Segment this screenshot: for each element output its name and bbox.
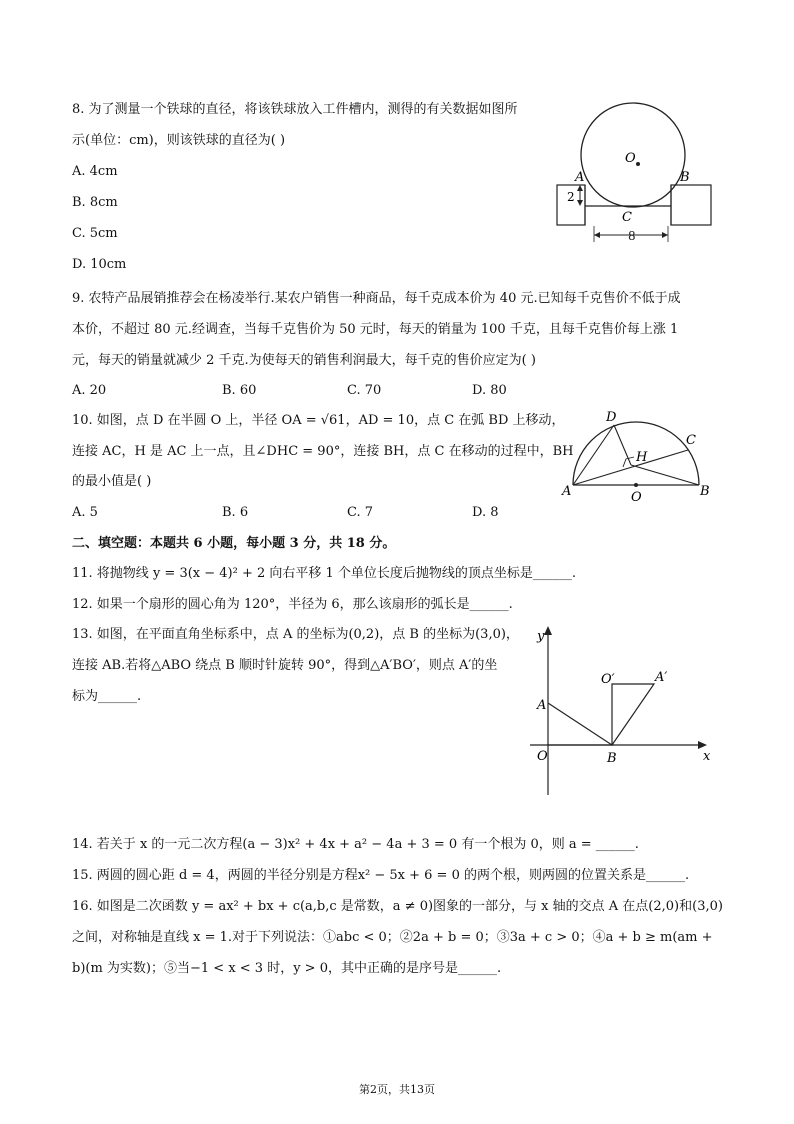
q13-label-y: y xyxy=(537,629,545,644)
page-footer: 第2页，共13页 xyxy=(359,1083,435,1096)
q13-text-line3: 标为______. xyxy=(72,689,142,704)
q9-text-line3: 元，每天的销量就减少 2 千克.为使每天的销售利润最大，每千克的售价应定为( ) xyxy=(72,353,536,368)
q8-label-depth: 2 xyxy=(567,190,575,204)
q10-option-b: B. 6 xyxy=(222,505,249,520)
q10-option-d: D. 8 xyxy=(472,505,499,520)
q8-option-a: A. 4cm xyxy=(72,164,118,179)
q13-text-line1: 13. 如图，在平面直角坐标系中，点 A 的坐标为(0,2)，点 B 的坐标为(3,0)， xyxy=(72,627,519,642)
q10-option-c: C. 7 xyxy=(347,505,374,520)
q8-text-line2: 示(单位：cm)，则该铁球的直径为( ) xyxy=(72,133,286,148)
q8-label-width: 8 xyxy=(628,229,636,243)
q13-label-b: B xyxy=(607,751,617,766)
q11-text: 11. 将抛物线 y = 3(x − 4)² + 2 向右平移 1 个单位长度后抛物线的顶点坐标是______. xyxy=(72,566,577,581)
q8-label-c: C xyxy=(622,210,632,225)
q14-text: 14. 若关于 x 的一元二次方程(a − 3)x² + 4x + a² − 4a + 3 = 0 有一个根为 0，则 a = ______. xyxy=(72,837,639,852)
q8-text-line1: 8. 为了测量一个铁球的直径，将该铁球放入工件槽内，测得的有关数据如图所 xyxy=(72,102,518,117)
q9-text-line1: 9. 农特产品展销推荐会在杨凌举行.某农户销售一种商品，每千克成本价为 40 元.已知每千克售价不低于成 xyxy=(72,291,681,306)
q12-text: 12. 如果一个扇形的圆心角为 120°，半径为 6，那么该扇形的弧长是______. xyxy=(72,597,513,612)
q13-text-line2: 连接 AB.若将△ABO 绕点 B 顺时针旋转 90°，得到△A′BO′，则点 A′的坐 xyxy=(72,658,498,673)
q10-option-a: A. 5 xyxy=(72,505,98,520)
q10-label-d: D xyxy=(606,410,617,425)
q9-option-a: A. 20 xyxy=(72,383,107,398)
q10-label-c: C xyxy=(686,433,696,448)
q13-label-o: O xyxy=(537,749,548,764)
q10-text-line2: 连接 AC，H 是 AC 上一点，且∠DHC = 90°，连接 BH，点 C 在移动的过程中，BH xyxy=(72,444,574,459)
q15-text: 15. 两圆的圆心距 d = 4，两圆的半径分别是方程x² − 5x + 6 = 0 的两个根，则两圆的位置关系是______. xyxy=(72,868,690,883)
q10-label-a: A xyxy=(562,484,572,499)
q13-label-a-prime: A′ xyxy=(655,670,668,685)
q10-label-h: H xyxy=(636,450,648,465)
q10-text-line1: 10. 如图，点 D 在半圆 O 上，半径 OA = √61，AD = 10，点 C 在弧 BD 上移动， xyxy=(72,413,565,428)
q10-text-line3: 的最小值是( ) xyxy=(72,474,152,489)
q10-label-b: B xyxy=(700,484,710,499)
q13-label-o-prime: O′ xyxy=(601,672,615,687)
section-fill-in-heading: 二、填空题：本题共 6 小题，每小题 3 分，共 18 分。 xyxy=(72,536,396,551)
q10-label-o: O xyxy=(631,490,642,505)
q16-text-line2: 之间，对称轴是直线 x = 1.对于下列说法：①abc < 0；②2a + b = 0；③3a + c > 0；④a + b ≥ m(am + xyxy=(72,930,713,945)
q9-option-c: C. 70 xyxy=(347,383,382,398)
q9-option-b: B. 60 xyxy=(222,383,257,398)
q13-label-a: A xyxy=(537,698,547,713)
q9-text-line2: 本价，不超过 80 元.经调查，当每千克售价为 50 元时，每天的销量为 100 千克，且每千克售价每上涨 1 xyxy=(72,322,679,337)
q16-text-line1: 16. 如图是二次函数 y = ax² + bx + c(a,b,c 是常数，a ≠ 0)图象的一部分，与 x 轴的交点 A 在点(2,0)和(3,0) xyxy=(72,899,723,914)
q8-label-b: B xyxy=(680,170,690,185)
q8-label-a: A xyxy=(575,170,585,185)
q13-label-x: x xyxy=(703,749,711,764)
q8-option-d: D. 10cm xyxy=(72,257,127,272)
q8-iron-ball-figure xyxy=(550,80,720,255)
q13-coordinate-figure xyxy=(525,620,720,800)
q8-option-b: B. 8cm xyxy=(72,195,118,210)
q8-label-center: O xyxy=(625,151,636,166)
q9-option-d: D. 80 xyxy=(472,383,507,398)
q10-semicircle-figure xyxy=(560,405,720,505)
q8-option-c: C. 5cm xyxy=(72,226,118,241)
q16-text-line3: b)(m 为实数)；⑤当−1 < x < 3 时，y > 0，其中正确的是序号是______. xyxy=(72,961,502,976)
